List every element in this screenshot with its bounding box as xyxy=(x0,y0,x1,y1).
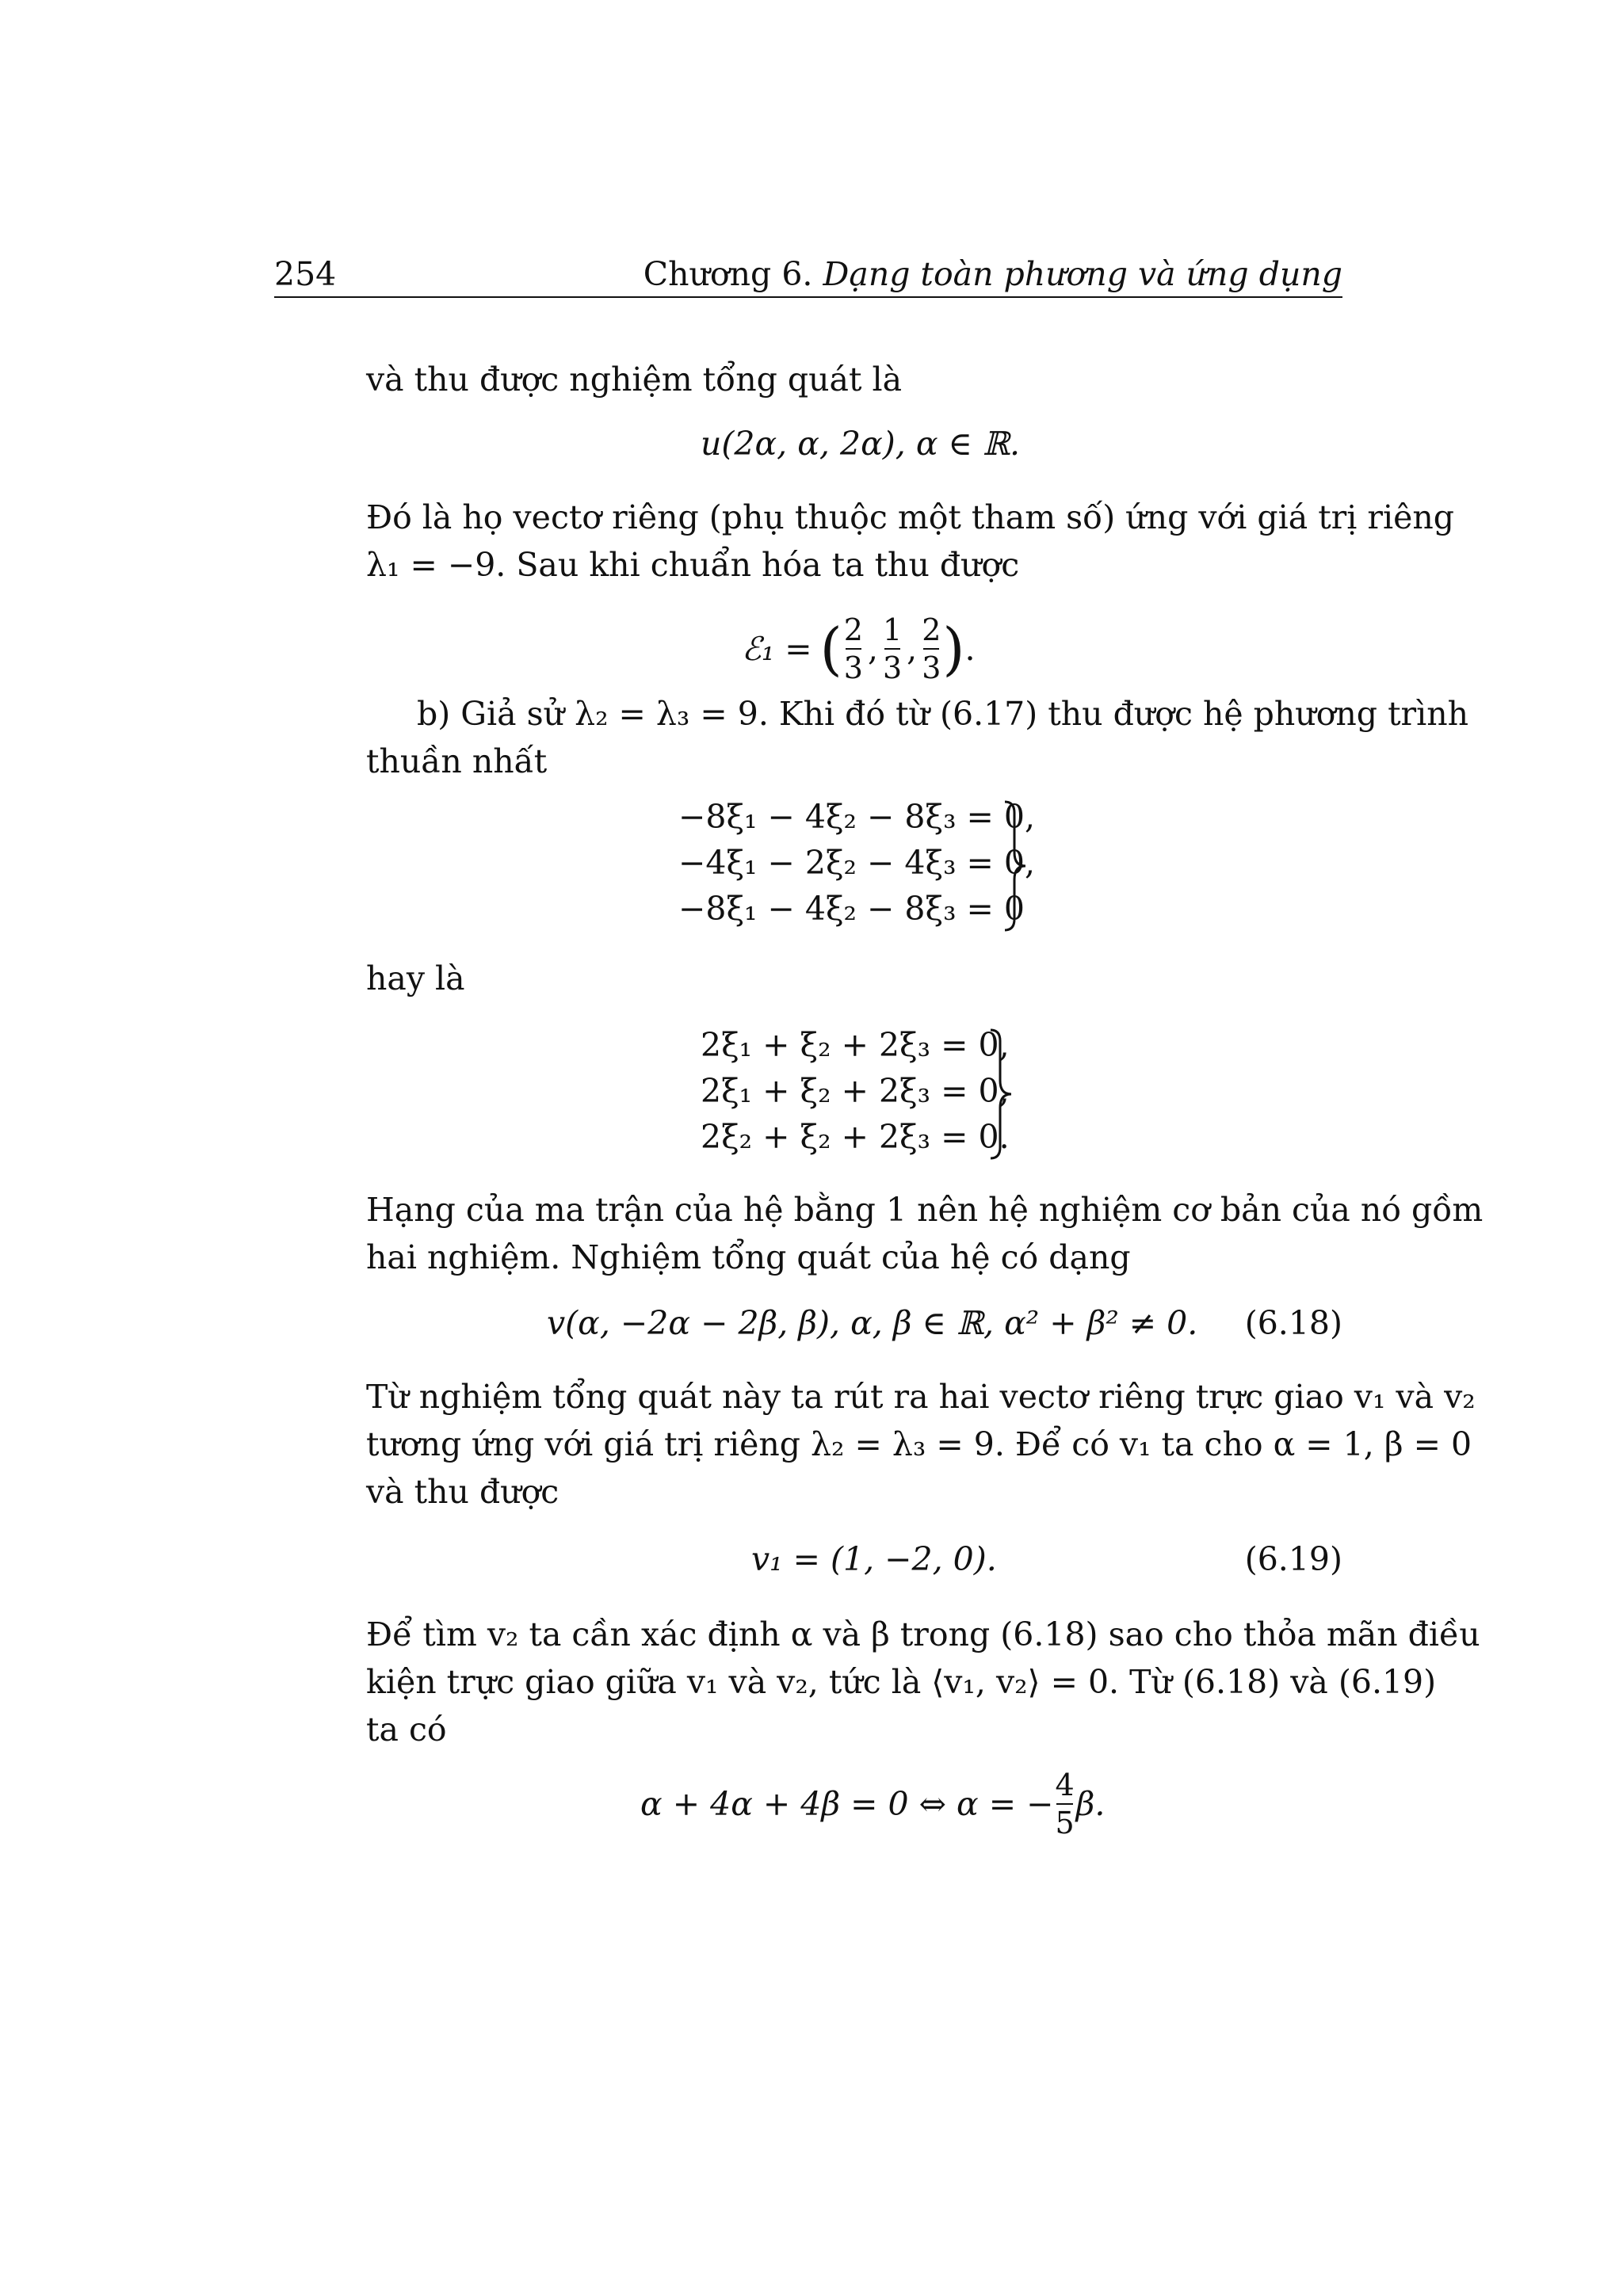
page-number: 254 xyxy=(274,255,337,293)
equation-e1-frac-3 xyxy=(922,612,941,685)
system-1-row-1: −8ξ₁ − 4ξ₂ − 8ξ₃ = 0, xyxy=(678,798,1036,836)
equation-e1-lhs: ℰ₁ = xyxy=(742,630,812,668)
paragraph-6-line-3: và thu được xyxy=(366,1473,559,1511)
paragraph-6-line-1: Từ nghiệm tổng quát này ta rút ra hai vectơ riêng trực giao v₁ và v₂ xyxy=(366,1378,1476,1416)
running-header xyxy=(643,255,1342,293)
equation-e1: ℰ₁ = ( $\frac{2}{3}$ , $\frac{1}{3}$ , $\frac{2}{3}$ ) . xyxy=(742,612,976,685)
equation-final-frac xyxy=(1055,1770,1074,1838)
equation-u-text: u(2α, α, 2α), α ∈ ℝ. xyxy=(701,425,1021,463)
equation-final-rhs: β. xyxy=(1075,1785,1106,1823)
equation-6-19 xyxy=(751,1540,997,1578)
right-brace-icon xyxy=(986,1027,1018,1161)
chapter-label: Chương 6. xyxy=(643,255,813,293)
paragraph-4: hay là xyxy=(366,959,465,997)
paragraph-1: và thu được nghiệm tổng quát là xyxy=(366,360,903,399)
frac-num: 2 xyxy=(922,612,941,647)
equation-e1-frac-1 xyxy=(843,612,863,685)
system-1 xyxy=(678,794,1035,932)
paragraph-5-line-2: hai nghiệm. Nghiệm tổng quát của hệ có dạng xyxy=(366,1238,1131,1276)
equation-e1-open-paren: ( xyxy=(819,616,842,682)
paragraph-2-line-1: Đó là họ vectơ riêng (phụ thuộc một tham số) ứng với giá trị riêng xyxy=(366,498,1455,536)
equation-final xyxy=(640,1760,1105,1848)
paragraph-7-line-2: kiện trực giao giữa v₁ và v₂, tức là ⟨v₁, v₂⟩ = 0. Từ (6.18) và (6.19) xyxy=(366,1663,1437,1701)
paragraph-7-line-1: Để tìm v₂ ta cần xác định α và β trong (6.18) sao cho thỏa mãn điều xyxy=(366,1615,1480,1653)
frac-num: 1 xyxy=(882,612,903,647)
system-1-row-2: −4ξ₁ − 2ξ₂ − 4ξ₃ = 0, xyxy=(678,844,1036,882)
equation-6-19-number: (6.19) xyxy=(1244,1540,1342,1578)
equation-6-18-text: v(α, −2α − 2β, β), α, β ∈ ℝ, α² + β² ≠ 0. xyxy=(547,1304,1198,1342)
system-1-row-3: −8ξ₁ − 4ξ₂ − 8ξ₃ = 0 xyxy=(678,890,1025,928)
system-2-row-2: 2ξ₁ + ξ₂ + 2ξ₃ = 0, xyxy=(701,1072,1010,1110)
frac-den: 5 xyxy=(1055,1806,1075,1840)
frac-den: 3 xyxy=(843,650,863,685)
equation-final-lhs: α + 4α + 4β = 0 ⇔ α = − xyxy=(640,1785,1054,1823)
frac-num: 2 xyxy=(843,612,863,647)
system-2 xyxy=(701,1022,1010,1160)
equation-6-18-number: (6.18) xyxy=(1244,1304,1342,1342)
frac-den: 3 xyxy=(882,650,903,685)
frac-den: 3 xyxy=(922,650,941,685)
paragraph-7-line-3: ta có xyxy=(366,1711,447,1749)
equation-6-19-text: v₁ = (1, −2, 0). xyxy=(751,1540,997,1578)
system-2-row-3: 2ξ₂ + ξ₂ + 2ξ₃ = 0. xyxy=(701,1118,1010,1156)
equation-e1-frac-2 xyxy=(882,612,903,685)
paragraph-3-line-1: b) Giả sử λ₂ = λ₃ = 9. Khi đó từ (6.17) thu được hệ phương trình xyxy=(417,695,1469,733)
paragraph-5-line-1: Hạng của ma trận của hệ bằng 1 nên hệ nghiệm cơ bản của nó gồm xyxy=(366,1191,1484,1229)
equation-u xyxy=(701,425,1020,463)
equation-6-18 xyxy=(547,1304,1197,1342)
system-2-row-1: 2ξ₁ + ξ₂ + 2ξ₃ = 0, xyxy=(701,1026,1010,1064)
right-brace-icon xyxy=(1000,799,1032,933)
paragraph-2-line-2: λ₁ = −9. Sau khi chuẩn hóa ta thu được xyxy=(366,546,1020,584)
paragraph-3-line-2: thuần nhất xyxy=(366,742,548,780)
header-rule xyxy=(274,296,1342,298)
chapter-title: Dạng toàn phương và ứng dụng xyxy=(823,255,1342,293)
paragraph-6-line-2: tương ứng với giá trị riêng λ₂ = λ₃ = 9. Để có v₁ ta cho α = 1, β = 0 xyxy=(366,1425,1472,1463)
equation-e1-close-paren: ) xyxy=(942,616,965,682)
frac-num: 4 xyxy=(1055,1768,1075,1802)
